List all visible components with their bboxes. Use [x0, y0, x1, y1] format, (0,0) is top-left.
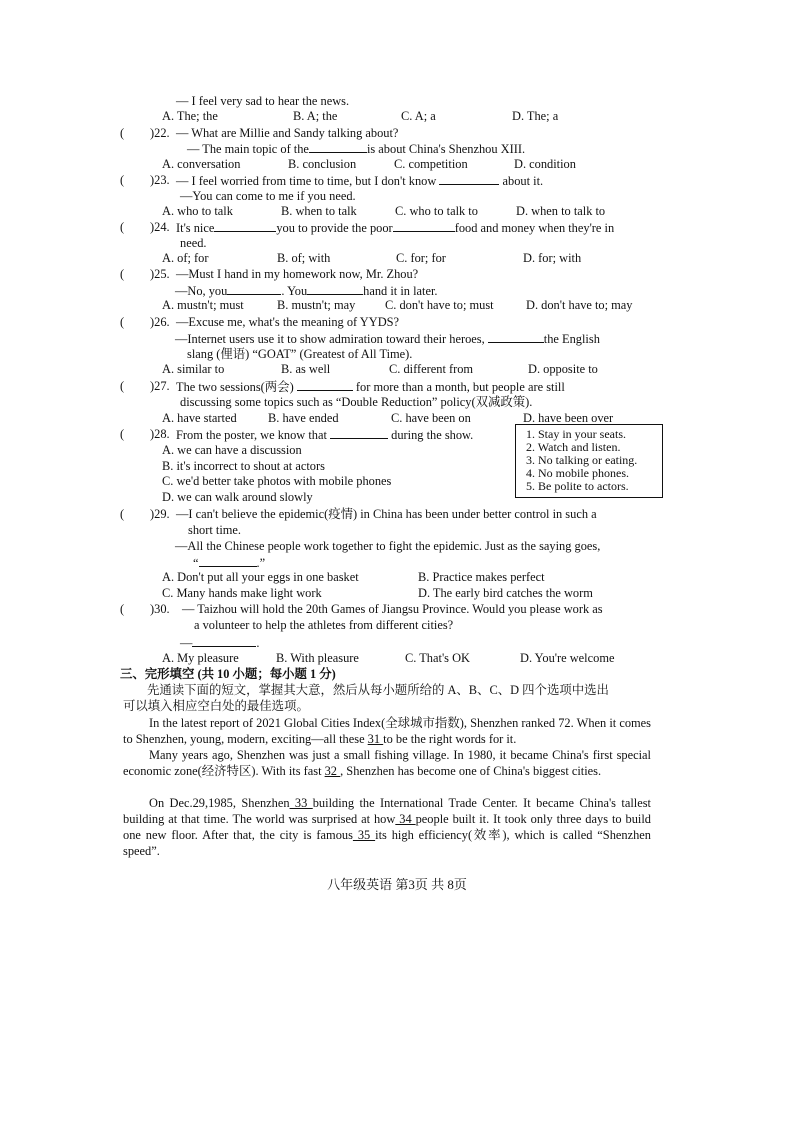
q28-stem-b: during the show. [391, 428, 474, 442]
q26-option-c: C. different from [389, 362, 474, 376]
q28-option-d: D. we can walk around slowly [162, 490, 313, 504]
q28-number: )28. [150, 427, 170, 441]
q23-stem [176, 173, 543, 189]
q25-line2-c: hand it in later. [363, 284, 438, 298]
q29-option-a: A. Don't put all your eggs in one basket [162, 570, 359, 584]
q25-option-a: A. mustn't; must [162, 298, 244, 312]
q22-line2-a: — The main topic of the [187, 142, 309, 156]
q22-answer-bracket[interactable]: ( [120, 126, 125, 140]
q28-poster-box [515, 424, 663, 498]
q25-option-d: D. don't have to; may [526, 298, 633, 312]
p1-text-a: In the latest report of 2021 Global Cities Index(全球城市指数), Shenzhen ranked 72. When it comes to Shenzhen, young, modern, exciting—all these [123, 716, 651, 746]
q29-option-d: D. The early bird catches the worm [418, 586, 593, 600]
q22-stem: — What are Millie and Sandy talking about? [176, 126, 399, 140]
q25-option-b: B. mustn't; may [277, 298, 356, 312]
q25-number: )25. [150, 267, 170, 281]
p3-text-c: people built it. It took only three days to build one new floor. After that, the city is famous [123, 812, 651, 842]
p1-text-b: to be the right words for it. [383, 732, 517, 746]
q26-answer-bracket[interactable]: ( [120, 315, 125, 329]
q25-blank-1 [227, 283, 281, 295]
q29-option-b: B. Practice makes perfect [418, 570, 545, 584]
q29-option-c: C. Many hands make light work [162, 586, 322, 600]
section3-instruction-1: 先通读下面的短文，掌握其大意，然后从每小题所给的 A、B、C、D 四个选项中选出 [147, 683, 609, 697]
q26-stem: —Excuse me, what's the meaning of YYDS? [176, 315, 400, 329]
q29-quote-open: “ [193, 556, 199, 570]
q21-response: — I feel very sad to hear the news. [176, 94, 350, 108]
q24-blank-2 [393, 220, 455, 232]
q30-blank [192, 635, 256, 647]
q28-option-a: A. we can have a discussion [162, 443, 302, 457]
q29-quote-line [193, 555, 265, 571]
q22-option-b: B. conclusion [288, 157, 357, 171]
q23-stem-a: — I feel worried from time to time, but I don't know [176, 174, 437, 188]
q22-number: )22. [150, 126, 170, 140]
q24-option-b: B. of; with [277, 251, 331, 265]
blank-32: 32 [324, 764, 341, 778]
blank-35: 35 [352, 828, 376, 842]
q22-blank [309, 141, 367, 153]
q27-blank [297, 379, 353, 391]
q26-number: )26. [150, 315, 170, 329]
q29-stem: —I can't believe the epidemic(疫情) in China has been under better control in such a [176, 507, 597, 521]
q24-stem-a: It's nice [176, 221, 215, 235]
q21-option-d: D. The; a [512, 109, 559, 123]
q27-number: )27. [150, 379, 170, 393]
q30-line3 [180, 635, 260, 651]
poster-rule: 4. No mobile phones. [526, 466, 629, 480]
q24-option-a: A. of; for [162, 251, 209, 265]
q27-option-d: D. have been over [523, 411, 614, 425]
q29-answer-bracket[interactable]: ( [120, 507, 125, 521]
q27-option-a: A. have started [162, 411, 237, 425]
blank-31: 31 [367, 732, 384, 746]
q24-stem-b: you to provide the poor [276, 221, 393, 235]
q25-answer-bracket[interactable]: ( [120, 267, 125, 281]
q24-line2: need. [180, 236, 207, 250]
q27-stem-a: The two sessions(两会) [176, 380, 294, 394]
section3-instruction-2: 可以填入相应空白处的最佳选项。 [123, 699, 309, 713]
q21-option-c: C. A; a [401, 109, 436, 123]
q29-line3: —All the Chinese people work together to fight the epidemic. Just as the saying goes, [175, 539, 601, 553]
q30-line2: a volunteer to help the athletes from different cities? [194, 618, 454, 632]
q22-option-c: C. competition [394, 157, 468, 171]
poster-rule: 3. No talking or eating. [526, 453, 638, 467]
page-footer: 八年级英语 第3页 共 8页 [327, 877, 467, 892]
q24-answer-bracket[interactable]: ( [120, 220, 125, 234]
passage-paragraph-1 [123, 715, 651, 747]
q22-option-d: D. condition [514, 157, 576, 171]
q23-option-d: D. when to talk to [516, 204, 606, 218]
q30-option-b: B. With pleasure [276, 651, 359, 665]
q30-option-d: D. You're welcome [520, 651, 615, 665]
passage-paragraph-3 [123, 795, 651, 859]
p3-text-d: its high efficiency(效率), which is called “Shenzhen speed”. [123, 828, 651, 858]
q24-number: )24. [150, 220, 170, 234]
passage-paragraph-2 [123, 747, 651, 779]
p3-text-b: building the International Trade Center. It became China's tallest building at that time. The world was surprised at how [123, 796, 651, 826]
q29-quote-close: .” [256, 556, 266, 570]
q23-line2: —You can come to me if you need. [180, 189, 356, 203]
q23-option-b: B. when to talk [281, 204, 357, 218]
poster-rule: 1. Stay in your seats. [526, 427, 626, 441]
q26-line3: slang (俚语) “GOAT” (Greatest of All Time). [187, 347, 413, 361]
poster-rule: 5. Be polite to actors. [526, 479, 629, 493]
q29-blank [199, 555, 257, 567]
q21-option-a: A. The; the [162, 109, 218, 123]
q27-answer-bracket[interactable]: ( [120, 379, 125, 393]
q30-period: . [256, 636, 260, 650]
q24-stem-c: food and money when they're in [454, 221, 615, 235]
q30-option-c: C. That's OK [405, 651, 470, 665]
q28-blank [330, 427, 388, 439]
poster-rule: 2. Watch and listen. [526, 440, 621, 454]
q24-blank-1 [214, 220, 276, 232]
q23-option-c: C. who to talk to [395, 204, 478, 218]
q22-line2 [187, 141, 525, 157]
q27-option-b: B. have ended [268, 411, 339, 425]
q26-line2 [175, 331, 600, 347]
q26-option-a: A. similar to [162, 362, 225, 376]
q22-line2-b: is about China's Shenzhou XIII. [366, 142, 526, 156]
q30-answer-bracket[interactable]: ( [120, 602, 125, 616]
blank-33: 33 [289, 796, 313, 810]
section3-heading: 三、完形填空 (共 10 小题；每小题 1 分) [120, 667, 336, 681]
q25-blank-2 [307, 283, 363, 295]
p3-text-a: On Dec.29,1985, Shenzhen [149, 796, 290, 810]
q28-stem [176, 427, 473, 443]
q28-answer-bracket[interactable]: ( [120, 427, 125, 441]
q28-option-c: C. we'd better take photos with mobile phones [162, 474, 392, 488]
q30-option-a: A. My pleasure [162, 651, 239, 665]
q25-line2-b: . You [281, 284, 308, 298]
q23-stem-b: about it. [502, 174, 544, 188]
p2-text-a: Many years ago, Shenzhen was just a small fishing village. In 1980, it became China's first special economic zone(经济特区). With its fast [123, 748, 651, 778]
q25-stem: —Must I hand in my homework now, Mr. Zhou? [176, 267, 419, 281]
q26-line2-b: the English [543, 332, 600, 346]
q27-stem-b: for more than a month, but people are still [355, 380, 565, 394]
q21-option-b: B. A; the [293, 109, 338, 123]
q26-option-d: D. opposite to [528, 362, 598, 376]
q24-option-d: D. for; with [523, 251, 582, 265]
q29-line2: short time. [188, 523, 241, 537]
q30-dash: — [180, 636, 193, 650]
q25-line2-a: —No, you [175, 284, 228, 298]
q30-stem: — Taizhou will hold the 20th Games of Jiangsu Province. Would you please work as [182, 602, 603, 616]
q23-option-a: A. who to talk [162, 204, 233, 218]
q25-option-c: C. don't have to; must [385, 298, 494, 312]
q28-stem-a: From the poster, we know that [176, 428, 327, 442]
q29-number: )29. [150, 507, 170, 521]
q27-option-c: C. have been on [391, 411, 471, 425]
q22-option-a: A. conversation [162, 157, 241, 171]
q23-number: )23. [150, 173, 170, 187]
q26-option-b: B. as well [281, 362, 331, 376]
q28-option-b: B. it's incorrect to shout at actors [162, 459, 325, 473]
q27-line2: discussing some topics such as “Double Reduction” policy(双减政策). [180, 395, 533, 409]
q26-blank [488, 331, 544, 343]
q23-answer-bracket[interactable]: ( [120, 173, 125, 187]
q30-number: )30. [150, 602, 170, 616]
blank-34: 34 [395, 812, 416, 826]
q25-line2 [175, 283, 438, 299]
q23-blank [439, 173, 499, 185]
q26-line2-a: —Internet users use it to show admiration toward their heroes, [175, 332, 485, 346]
q24-option-c: C. for; for [396, 251, 446, 265]
q24-stem [176, 220, 614, 236]
q27-stem [176, 379, 565, 395]
p2-text-b: , Shenzhen has become one of China's biggest cities. [340, 764, 602, 778]
